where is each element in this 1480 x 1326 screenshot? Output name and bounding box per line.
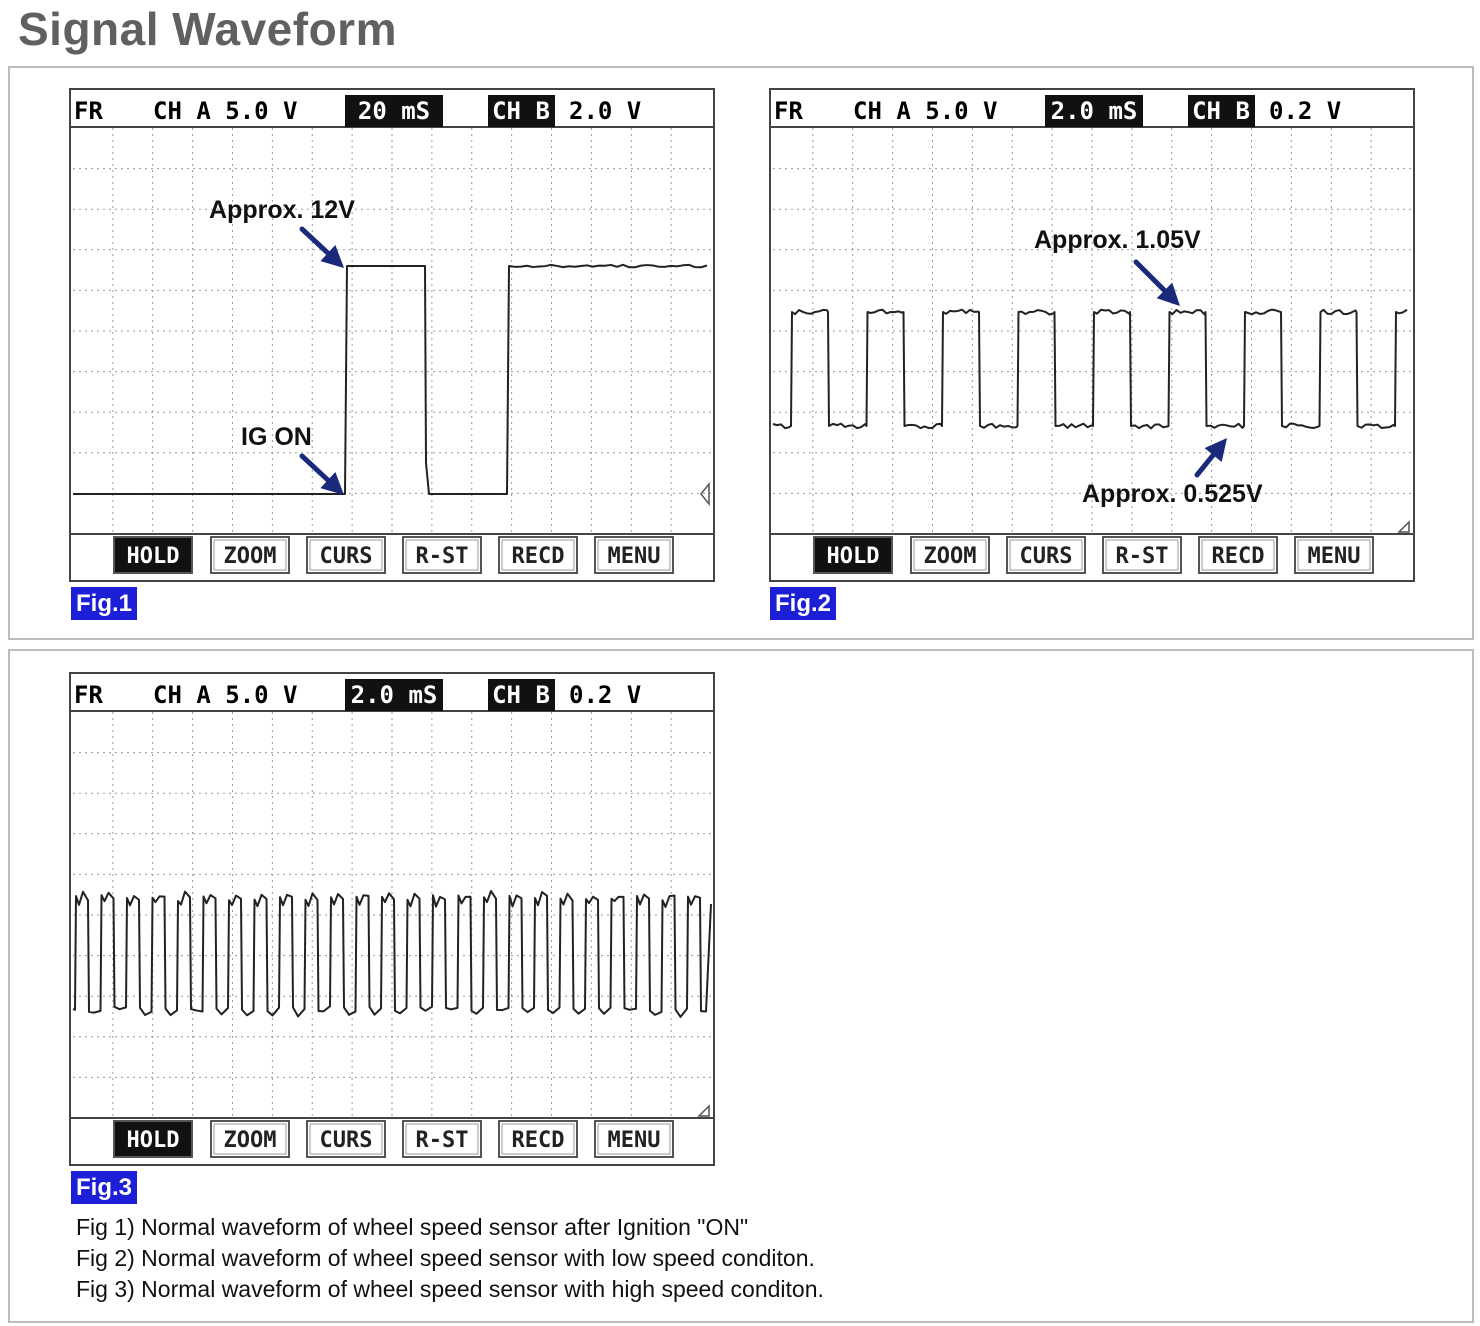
caption-fig2: Fig 2) Normal waveform of wheel speed sensor with low speed conditon. — [76, 1245, 815, 1271]
button-r-st[interactable] — [403, 537, 481, 573]
button-label: ZOOM — [223, 1128, 277, 1153]
fig1-badge: Fig.1 — [71, 587, 137, 620]
button-label: CURS — [1019, 544, 1073, 569]
button-hold[interactable] — [814, 537, 892, 573]
timebase-value: 20 mS — [357, 97, 431, 125]
oscilloscope-fig2 — [769, 88, 1415, 582]
button-menu[interactable] — [1295, 537, 1373, 573]
channel-b-label: CH B — [492, 97, 550, 125]
channel-fr-label: FR — [74, 681, 103, 709]
button-label: RECD — [1211, 544, 1265, 569]
button-label: HOLD — [126, 544, 180, 569]
button-label: MENU — [607, 1128, 661, 1153]
button-r-st[interactable] — [403, 1121, 481, 1157]
fig2-badge: Fig.2 — [770, 587, 836, 620]
button-zoom[interactable] — [211, 537, 289, 573]
page-title: Signal Waveform — [18, 3, 397, 55]
channel-b-label: CH B — [492, 681, 550, 709]
annotation-approx-12v: Approx. 12V — [209, 196, 355, 224]
annotation-approx-0-525v: Approx. 0.525V — [1082, 480, 1263, 508]
caption-fig3: Fig 3) Normal waveform of wheel speed sensor with high speed conditon. — [76, 1276, 824, 1302]
button-recd[interactable] — [499, 1121, 577, 1157]
button-hold[interactable] — [114, 537, 192, 573]
button-recd[interactable] — [1199, 537, 1277, 573]
scope-screen — [769, 88, 1415, 582]
caption-list — [76, 1212, 824, 1305]
timebase-value: 2.0 mS — [350, 681, 438, 709]
scope-screen — [69, 672, 715, 1166]
button-label: CURS — [319, 1128, 373, 1153]
channel-b-setting: 0.2 V — [1269, 97, 1342, 125]
button-recd[interactable] — [499, 537, 577, 573]
button-zoom[interactable] — [911, 537, 989, 573]
channel-a-setting: CH A 5.0 V — [853, 97, 998, 125]
button-label: RECD — [511, 1128, 565, 1153]
button-label: HOLD — [826, 544, 880, 569]
button-label: ZOOM — [223, 544, 277, 569]
channel-fr-label: FR — [774, 97, 803, 125]
channel-b-setting: 0.2 V — [569, 681, 642, 709]
button-menu[interactable] — [595, 1121, 673, 1157]
button-label: MENU — [1307, 544, 1361, 569]
annotation-ig-on: IG ON — [241, 423, 312, 451]
channel-a-setting: CH A 5.0 V — [153, 681, 298, 709]
annotation-approx-1-05v: Approx. 1.05V — [1034, 226, 1201, 254]
button-hold[interactable] — [114, 1121, 192, 1157]
button-curs[interactable] — [307, 1121, 385, 1157]
button-label: R-ST — [415, 544, 469, 569]
button-r-st[interactable] — [1103, 537, 1181, 573]
channel-fr-label: FR — [74, 97, 103, 125]
oscilloscope-fig3 — [69, 672, 715, 1166]
button-label: ZOOM — [923, 544, 977, 569]
button-label: CURS — [319, 544, 373, 569]
button-label: HOLD — [126, 1128, 180, 1153]
timebase-value: 2.0 mS — [1050, 97, 1138, 125]
scope-screen — [69, 88, 715, 582]
button-curs[interactable] — [1007, 537, 1085, 573]
caption-fig1: Fig 1) Normal waveform of wheel speed sensor after Ignition "ON" — [76, 1214, 749, 1240]
button-label: MENU — [607, 544, 661, 569]
button-label: R-ST — [1115, 544, 1169, 569]
button-zoom[interactable] — [211, 1121, 289, 1157]
button-label: R-ST — [415, 1128, 469, 1153]
fig3-badge: Fig.3 — [71, 1171, 137, 1204]
channel-a-setting: CH A 5.0 V — [153, 97, 298, 125]
channel-b-setting: 2.0 V — [569, 97, 642, 125]
oscilloscope-fig1 — [69, 88, 715, 582]
button-menu[interactable] — [595, 537, 673, 573]
button-curs[interactable] — [307, 537, 385, 573]
channel-b-label: CH B — [1192, 97, 1250, 125]
button-label: RECD — [511, 544, 565, 569]
